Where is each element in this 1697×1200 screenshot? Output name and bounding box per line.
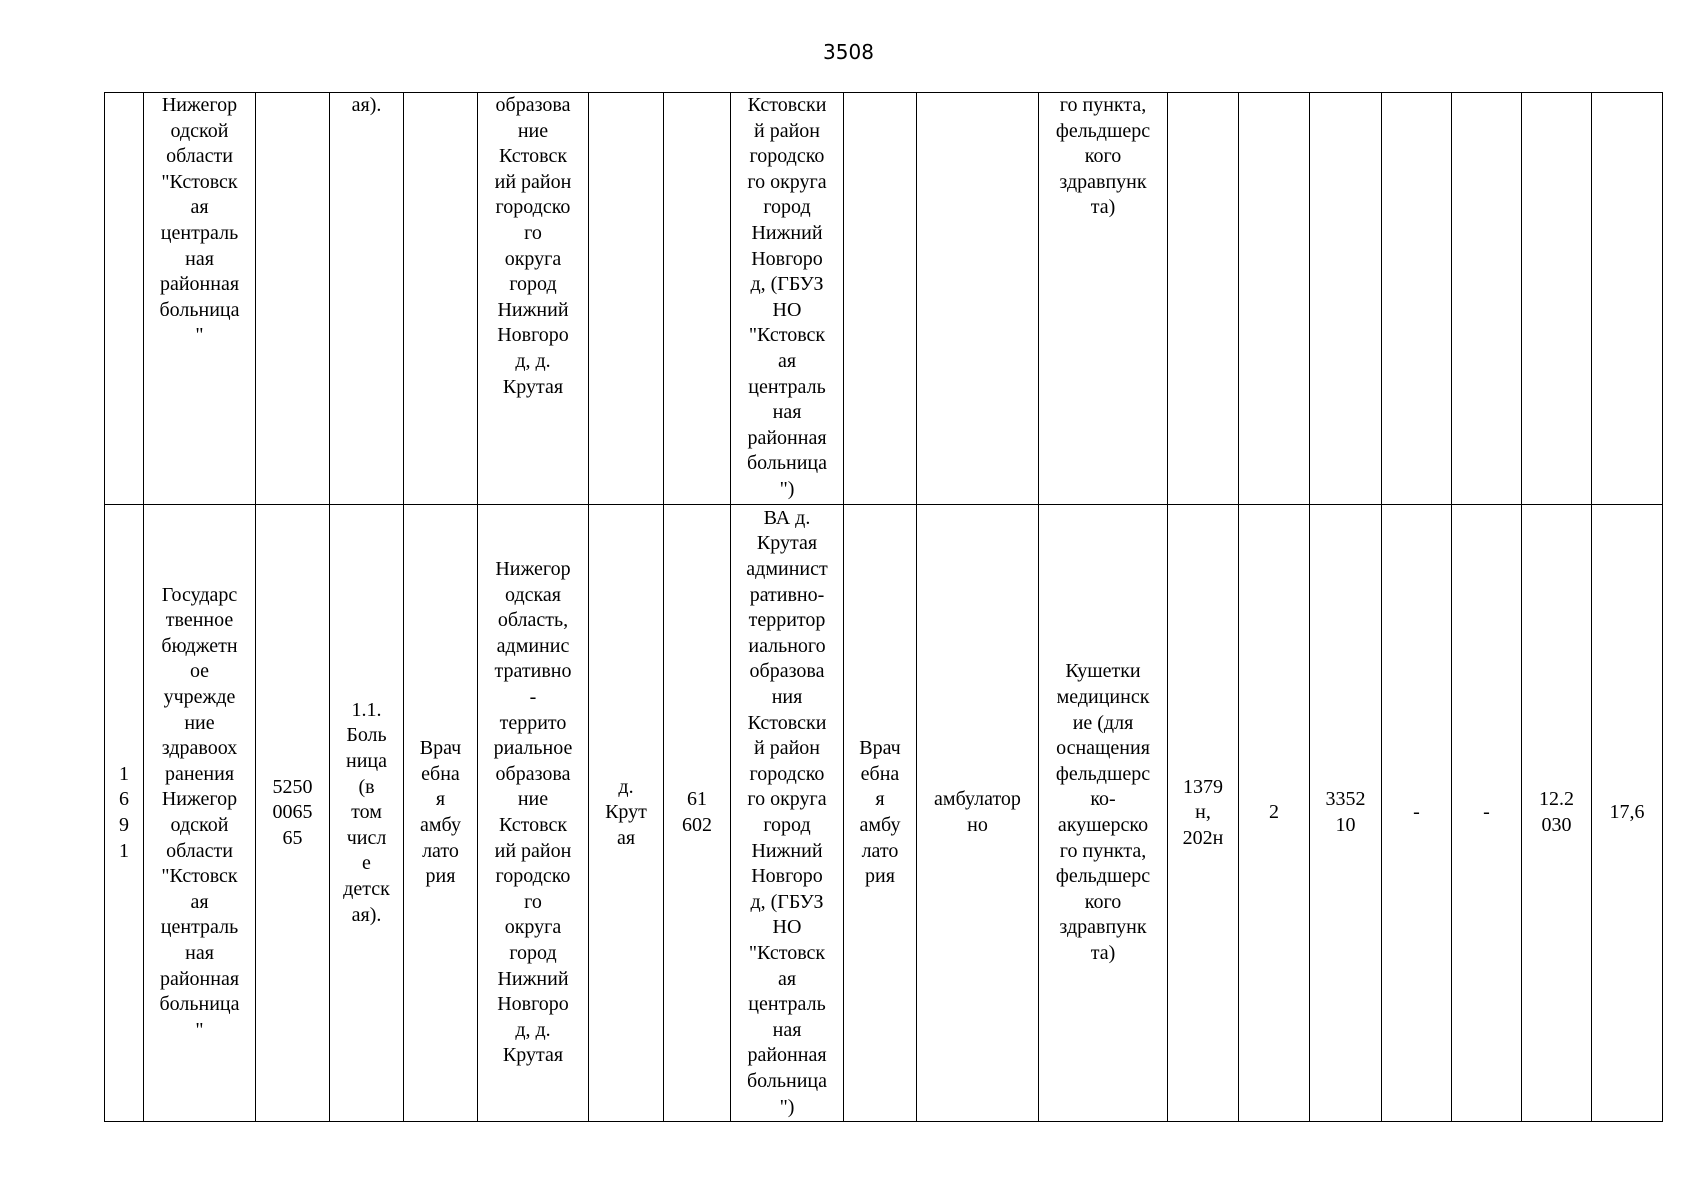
cell-empty-2: - — [1452, 505, 1522, 1122]
cell-care-conditions — [917, 93, 1039, 505]
registry-table — [104, 92, 1663, 1122]
cell-equipment-name: Кушетки медицинск ие (для оснащения фельдшерс ко- акушерско го пункта, фельдшерс кого здравпунк та) — [1039, 505, 1168, 1122]
cell-unit-type: Врач ебна я амбу лато рия — [844, 505, 917, 1122]
table-row — [105, 93, 1663, 505]
cell-subdivision — [404, 93, 478, 505]
table-row — [105, 505, 1663, 1122]
cell-address: Нижегор одская область, админис тративно - террито риальное образова ние Кстовск ий район городско го округа город Нижний Новгоро д, д. Крутая — [478, 505, 589, 1122]
cell-empty-2 — [1452, 93, 1522, 505]
cell-locality — [589, 93, 664, 505]
cell-empty-1 — [1382, 93, 1452, 505]
cell-date: 12.2 030 — [1522, 505, 1592, 1122]
cell-quantity: 2 — [1239, 505, 1310, 1122]
cell-equipment-name: го пункта, фельдшерс кого здравпунк та) — [1039, 93, 1168, 505]
cell-organization-name: Государс твенное бюджетн ое учрежде ние здравоох ранения Нижегор одской области "Кстовск ая централь ная районная больница " — [144, 505, 256, 1122]
cell-amount — [1592, 93, 1663, 505]
cell-facility-type: ая). — [330, 93, 404, 505]
cell-oktmo: 61 602 — [664, 505, 731, 1122]
page-number: 3508 — [823, 40, 874, 64]
cell-facility-type: 1.1. Боль ница (в том числ е детск ая). — [330, 505, 404, 1122]
cell-address: образова ние Кстовск ий район городско го округа город Нижний Новгоро д, д. Крутая — [478, 93, 589, 505]
cell-quantity — [1239, 93, 1310, 505]
cell-organization-name: Нижегор одской области "Кстовск ая централь ная районная больница " — [144, 93, 256, 505]
cell-inn: 5250 0065 65 — [256, 505, 330, 1122]
cell-unit-type — [844, 93, 917, 505]
cell-order-reference — [1168, 93, 1239, 505]
cell-care-conditions: амбулатор но — [917, 505, 1039, 1122]
cell-oktmo — [664, 93, 731, 505]
cell-date — [1522, 93, 1592, 505]
cell-amount: 17,6 — [1592, 505, 1663, 1122]
cell-row-number: 1 6 9 1 — [105, 505, 144, 1122]
cell-code: 3352 10 — [1310, 505, 1382, 1122]
cell-row-number — [105, 93, 144, 505]
cell-code — [1310, 93, 1382, 505]
cell-structural-unit: ВА д. Крутая админист ративно- территор иального образова ния Кстовски й район городско го округа город Нижний Новгоро д, (ГБУЗ НО "Кстовск ая централь ная районная больница ") — [731, 505, 844, 1122]
cell-empty-1: - — [1382, 505, 1452, 1122]
cell-structural-unit: Кстовски й район городско го округа город Нижний Новгоро д, (ГБУЗ НО "Кстовск ая централь ная районная больница ") — [731, 93, 844, 505]
cell-locality: д. Крут ая — [589, 505, 664, 1122]
cell-order-reference: 1379 н, 202н — [1168, 505, 1239, 1122]
cell-subdivision: Врач ебна я амбу лато рия — [404, 505, 478, 1122]
cell-inn — [256, 93, 330, 505]
